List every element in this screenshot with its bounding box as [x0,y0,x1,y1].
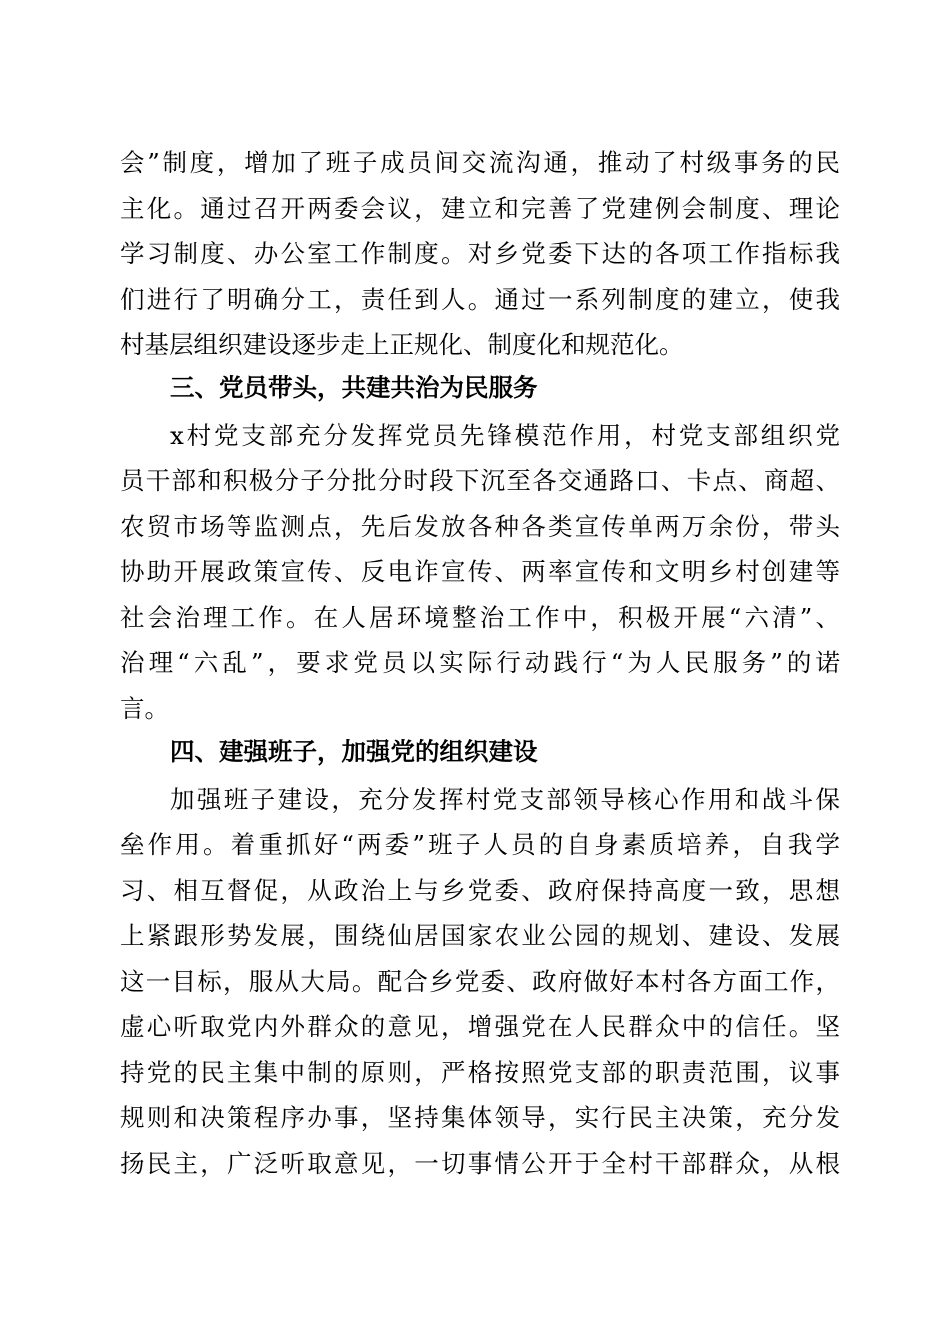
paragraph-line: 协助开展政策宣传、反电诈宣传、两率宣传和文明乡村创建等 [120,557,840,586]
paragraph-line: 村基层组织建设逐步走上正规化、制度化和规范化。 [120,330,684,359]
paragraph-line: 农贸市场等监测点，先后发放各种各类宣传单两万余份，带头 [120,512,840,541]
paragraph-line: 扬民主，广泛听取意见，一切事情公开于全村干部群众，从根 [120,1149,840,1178]
paragraph-line: 主化。通过召开两委会议，建立和完善了党建例会制度、理论 [120,194,840,223]
paragraph-line: 垒作用。着重抓好“两委”班子人员的自身素质培养，自我学 [120,830,840,859]
paragraph-line: 员干部和积极分子分批分时段下沉至各交通路口、卡点、商超、 [120,466,840,495]
paragraph-line: 会”制度，增加了班子成员间交流沟通，推动了村级事务的民 [120,148,840,177]
paragraph-line: 们进行了明确分工，责任到人。通过一系列制度的建立，使我 [120,285,840,314]
section-heading: 四、建强班子，加强党的组织建设 [170,737,538,766]
paragraph-line: 加强班子建设，充分发挥村党支部领导核心作用和战斗保 [170,785,840,814]
paragraph-line: 上紧跟形势发展，围绕仙居国家农业公园的规划、建设、发展 [120,921,840,950]
paragraph-line: 习、相互督促，从政治上与乡党委、政府保持高度一致，思想 [120,876,840,905]
paragraph-line: 社会治理工作。在人居环境整治工作中，积极开展“六清”、 [120,603,840,632]
section-heading: 三、党员带头，共建共治为民服务 [170,373,538,402]
paragraph-line: 这一目标，服从大局。配合乡党委、政府做好本村各方面工作， [120,967,840,996]
paragraph-line: x村党支部充分发挥党员先锋模范作用，村党支部组织党 [170,421,840,450]
paragraph-line: 治理“六乱”，要求党员以实际行动践行“为人民服务”的诺 [120,648,840,677]
paragraph-line: 虚心听取党内外群众的意见，增强党在人民群众中的信任。坚 [120,1012,840,1041]
paragraph-line: 持党的民主集中制的原则，严格按照党支部的职责范围，议事 [120,1058,840,1087]
paragraph-line: 学习制度、办公室工作制度。对乡党委下达的各项工作指标我 [120,239,840,268]
paragraph-line: 规则和决策程序办事，坚持集体领导，实行民主决策，充分发 [120,1103,840,1132]
paragraph-line: 言。 [120,694,169,723]
